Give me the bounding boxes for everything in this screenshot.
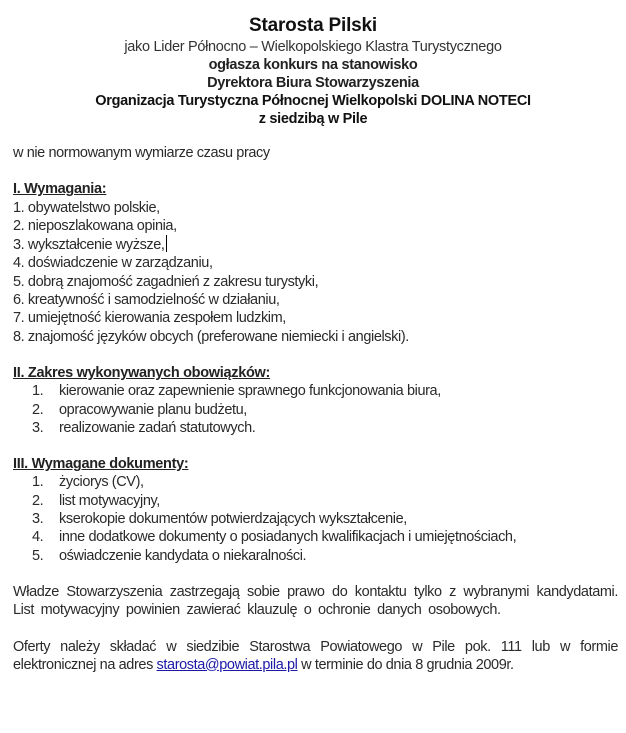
list-item — [13, 528, 618, 546]
document-body — [0, 144, 626, 674]
list-item-text: inne dodatkowe dokumenty o posiadanych kwalifikacjach i umiejętnościach, — [59, 529, 517, 546]
documents-list — [13, 473, 618, 564]
duties-list — [13, 382, 618, 437]
list-item — [13, 547, 618, 565]
list-item: 7. umiejętność kierowania zespołem ludzkim, — [13, 310, 286, 327]
list-item: 5. dobrą znajomość zagadnień z zakresu turystyki, — [13, 273, 319, 290]
list-number: 2. — [32, 492, 44, 509]
header-subtitle: jako Lider Północno – Wielkopolskiego Klastra Turystycznego — [124, 39, 502, 55]
contact-notice: Władze Stowarzyszenia zastrzegają sobie prawo do kontaktu tylko z wybranymi kandydatami. List motywacyjny powinien zawierać klauzulę o ochronie danych osobowych. — [13, 583, 618, 619]
deadline-text: w terminie do dnia 8 grudnia 2009r. — [297, 656, 514, 673]
list-item-text: 3. wykształcenie wyższe, — [13, 237, 165, 254]
list-number: 3. — [32, 419, 44, 436]
application-instructions — [13, 638, 618, 675]
header-announcement: ogłasza konkurs na stanowisko — [208, 57, 418, 73]
list-number: 4. — [32, 529, 44, 546]
list-item-text: oświadczenie kandydata o niekaralności. — [59, 547, 307, 564]
list-item-text: kserokopie dokumentów potwierdzających wykształcenie, — [59, 511, 407, 528]
list-item — [13, 510, 618, 528]
list-item: 2. nieposzlakowana opinia, — [13, 217, 177, 234]
requirements-list — [13, 199, 618, 346]
list-item: 1. obywatelstwo polskie, — [13, 199, 160, 216]
list-item: 8. znajomość języków obcych (preferowane niemiecki i angielski). — [13, 328, 409, 345]
list-number: 2. — [32, 401, 44, 418]
list-number: 5. — [32, 547, 44, 564]
instructions-text: Oferty należy składać w siedzibie Starostwa Powiatowego w Pile pok. 111 lub w formie elektronicznej na adres — [13, 638, 618, 673]
header-organization: Organizacja Turystyczna Północnej Wielkopolski DOLINA NOTECI — [95, 93, 531, 109]
list-number: 3. — [32, 511, 44, 528]
working-hours-note: w nie normowanym wymiarze czasu pracy — [13, 145, 270, 161]
list-number: 1. — [32, 383, 44, 400]
requirements-heading: I. Wymagania: — [13, 181, 107, 198]
list-item-text: życiorys (CV), — [59, 474, 144, 491]
email-link[interactable]: starosta@powiat.pila.pl — [156, 656, 298, 673]
duties-heading: II. Zakres wykonywanych obowiązków: — [13, 364, 271, 381]
list-item — [13, 492, 618, 510]
list-item — [13, 401, 618, 419]
list-item-text: list motywacyjny, — [59, 492, 160, 509]
documents-heading: III. Wymagane dokumenty: — [13, 456, 189, 473]
text-cursor — [166, 235, 168, 252]
header-location: z siedzibą w Pile — [258, 111, 368, 127]
list-item: 4. doświadczenie w zarządzaniu, — [13, 255, 213, 272]
header-position: Dyrektora Biura Stowarzyszenia — [207, 75, 419, 91]
list-item — [13, 419, 618, 437]
list-number: 1. — [32, 474, 44, 491]
list-item-text: realizowanie zadań statutowych. — [59, 419, 256, 436]
list-item — [13, 473, 618, 491]
list-item-text: kierowanie oraz zapewnienie sprawnego funkcjonowania biura, — [59, 383, 441, 400]
list-item — [13, 235, 618, 254]
page-title: Starosta Pilski — [249, 15, 377, 36]
list-item-text: opracowywanie planu budżetu, — [59, 401, 247, 418]
list-item — [13, 382, 618, 400]
announcement-header — [0, 0, 626, 128]
list-item: 6. kreatywność i samodzielność w działaniu, — [13, 292, 280, 309]
